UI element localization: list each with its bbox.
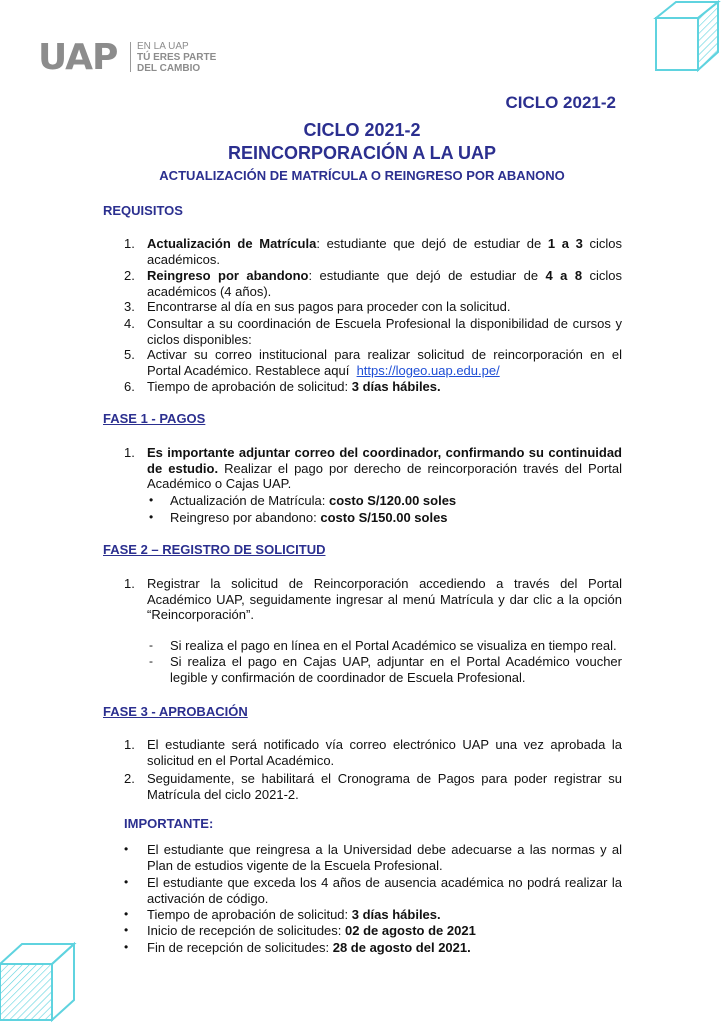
fase2-item-text: Registrar la solicitud de Reincorporación accediendo a través del Portal Académico UAP, seguidamente ingresar al menú Matrícula y dar clic a la opción “Reincorporación”.: [147, 576, 622, 622]
tagline-line-3: DEL CAMBIO: [137, 63, 201, 74]
bullet-dot: •: [149, 493, 154, 507]
logo-tagline: [137, 41, 216, 74]
req-2-bold: Reingreso por abandono: [147, 268, 309, 283]
fase1-bold: Es importante adjuntar correo del coordinador, confirmando su continuidad de estudio.: [147, 445, 622, 476]
fase2-item-number: 1.: [124, 576, 135, 591]
importante-1: El estudiante que reingresa a la Universidad debe adecuarse a las normas y al Plan de estudios vigente de la Escuela Profesional.: [147, 842, 622, 873]
cube-decoration-top-right: [640, 0, 724, 80]
req-2-text: [147, 268, 622, 299]
req-5-number: 5.: [124, 347, 135, 362]
fase2-dash-1: Si realiza el pago en línea en el Portal Académico se visualiza en tiempo real.: [170, 638, 617, 653]
fase1-heading: FASE 1 - PAGOS: [103, 411, 206, 426]
cube-decoration-bottom-left: [0, 930, 84, 1024]
title-main: REINCORPORACIÓN A LA UAP: [227, 143, 496, 163]
req-5-text: [147, 347, 622, 378]
importante-5: [147, 940, 622, 956]
tagline-line-1: EN LA UAP: [137, 41, 189, 52]
importante-4-bold: 02 de agosto de 2021: [345, 923, 476, 938]
req-1-t2: ciclos académicos.: [147, 236, 623, 267]
bullet-dot: •: [149, 510, 154, 524]
bullet-dot: •: [124, 842, 129, 856]
fase3-2-text: Seguidamente, se habilitará el Cronograma de Pagos para poder registrar su Matrícula del ciclo 2021-2.: [147, 771, 622, 802]
fase1-bullet-2-cost: costo S/150.00 soles: [320, 510, 448, 525]
importante-4: [147, 923, 622, 939]
requisitos-heading: REQUISITOS: [103, 203, 183, 218]
bullet-dot: •: [124, 940, 129, 954]
req-4-text: Consultar a su coordinación de Escuela Profesional la disponibilidad de cursos y ciclos disponibles:: [147, 316, 622, 347]
fase3-2-number: 2.: [124, 771, 135, 786]
req-2-t1: : estudiante que dejó de estudiar de: [308, 268, 546, 283]
dash-marker: -: [149, 654, 153, 668]
fase1-bullet-2: [170, 510, 448, 526]
fase2-heading: FASE 2 – REGISTRO DE SOLICITUD: [103, 542, 326, 557]
importante-5-bold: 28 de agosto del 2021.: [332, 940, 471, 955]
fase1-item-number: 1.: [124, 445, 135, 460]
fase1-bullet-1: [170, 493, 456, 509]
req-1-bold: Actualización de Matrícula: [147, 236, 317, 251]
fase1-item-text: [147, 445, 622, 492]
fase3-1-number: 1.: [124, 737, 135, 752]
tagline-line-2: TÚ ERES PARTE: [137, 52, 217, 63]
req-3-number: 3.: [124, 299, 135, 314]
req-3-text: Encontrarse al día en sus pagos para proceder con la solicitud.: [147, 299, 511, 314]
fase1-bullet-2-label: Reingreso por abandono:: [170, 510, 321, 525]
fase2-dash-2: Si realiza el pago en Cajas UAP, adjuntar en el Portal Académico voucher legible y confirmación de coordinador de Escuela Profesional.: [170, 654, 622, 685]
importante-4-body: Inicio de recepción de solicitudes:: [147, 923, 346, 938]
importante-5-body: Fin de recepción de solicitudes:: [147, 940, 333, 955]
title-cycle: CICLO 2021-2: [303, 120, 421, 140]
uap-logo: UAP: [38, 37, 118, 78]
importante-3-body: Tiempo de aprobación de solicitud:: [147, 907, 352, 922]
fase3-heading: FASE 3 - APROBACIÓN: [103, 704, 248, 719]
req-6-body: Tiempo de aprobación de solicitud:: [147, 379, 352, 394]
req-5-body: Activar su correo institucional para realizar solicitud de reincorporación en el Portal Académico. Restablece aquí: [147, 347, 622, 378]
req-2-range: 4 a 8: [545, 268, 583, 283]
logo-divider: [130, 42, 131, 72]
req-1-number: 1.: [124, 236, 135, 251]
req-4-number: 4.: [124, 316, 135, 331]
req-1-t1: : estudiante que dejó de estudiar de: [316, 236, 548, 251]
dash-marker: -: [149, 638, 153, 652]
restablece-link[interactable]: https://logeo.uap.edu.pe/: [356, 362, 500, 378]
importante-2: El estudiante que exceda los 4 años de ausencia académica no podrá realizar la activación de código.: [147, 875, 622, 906]
importante-3: [147, 907, 622, 923]
req-6-bold: 3 días hábiles.: [351, 379, 441, 394]
req-2-t2: ciclos académicos (4 años).: [147, 268, 622, 299]
req-1-range: 1 a 3: [547, 236, 583, 251]
importante-3-bold: 3 días hábiles.: [351, 907, 441, 922]
req-2-number: 2.: [124, 268, 135, 283]
req-6-number: 6.: [124, 379, 135, 394]
req-1-text: [147, 236, 622, 267]
importante-heading: IMPORTANTE:: [124, 816, 214, 831]
req-6-text: [147, 379, 622, 395]
fase3-1-text: El estudiante será notificado vía correo electrónico UAP una vez aprobada la solicitud en el Portal Académico.: [147, 737, 622, 768]
fase1-body: Realizar el pago por derecho de reincorporación través del Portal Académico o Cajas UAP.: [147, 460, 622, 491]
header-cycle: CICLO 2021-2: [505, 93, 616, 112]
bullet-dot: •: [124, 907, 129, 921]
fase1-bullet-1-label: Actualización de Matrícula:: [170, 493, 329, 508]
title-subtitle: ACTUALIZACIÓN DE MATRÍCULA O REINGRESO POR ABANONO: [159, 168, 565, 183]
bullet-dot: •: [124, 875, 129, 889]
fase1-bullet-1-cost: costo S/120.00 soles: [328, 493, 457, 508]
bullet-dot: •: [124, 923, 129, 937]
